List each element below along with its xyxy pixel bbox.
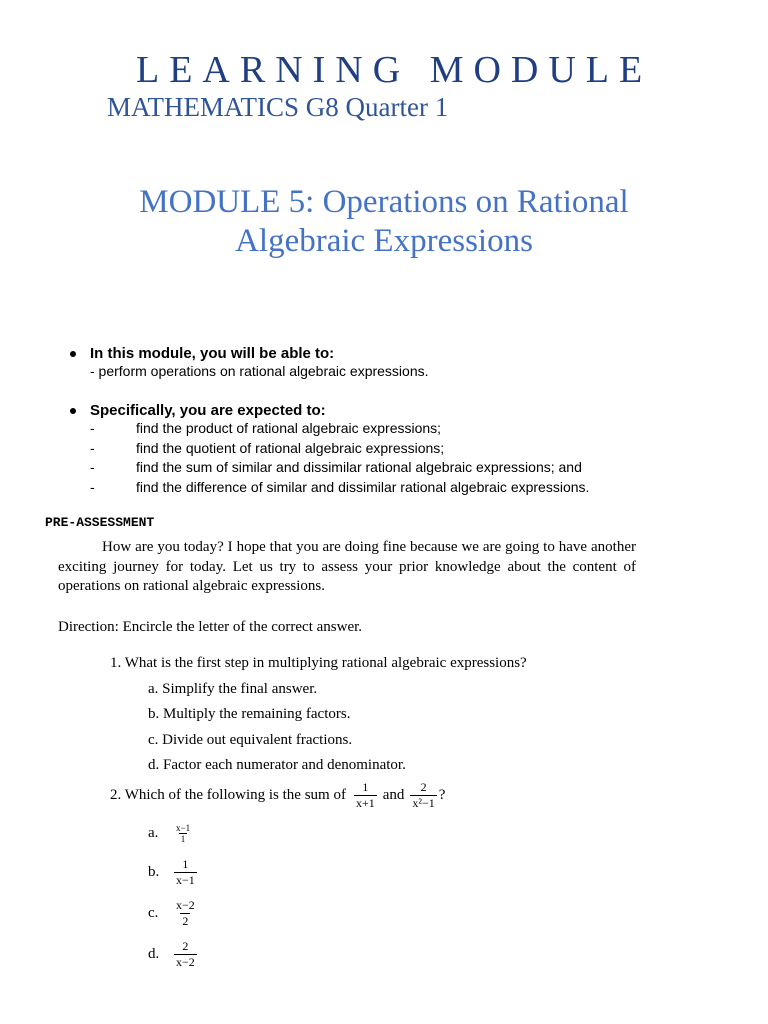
pre-assessment-heading: PRE-ASSESSMENT — [45, 515, 155, 530]
module-heading-line-2: Algebraic Expressions — [235, 223, 533, 259]
question-2-choice-a: a. $\frac{x-1}{1}$ — [148, 823, 191, 844]
question-1-choice-a: a. Simplify the final answer. — [148, 681, 318, 697]
subject-quarter: MATHEMATICS G8 Quarter 1 — [107, 92, 449, 122]
fraction: $\frac{1}{x-1}$ — [176, 857, 195, 887]
question-1-choice-d: d. Factor each numerator and denominator. — [148, 757, 406, 773]
question-1-choice-c: c. Divide out equivalent fractions. — [148, 732, 353, 748]
objectives-intro-heading: In this module, you will be able to: — [70, 345, 429, 362]
question-2: 2. Which of the following is the sum of $\frac{1}{x+1}$ and $\frac{2}{\text{x²−1}}$ ? — [110, 780, 446, 810]
pre-assessment-intro: How are you today? I hope that you are doing fine because we are going to have another exciting journey for today. Let us try to assess your prior knowledge about the content of operations on rational algebraic expressions. — [58, 539, 636, 594]
fraction: $\frac{2}{\text{x²−1}}$ — [412, 780, 435, 810]
objectives-intro — [70, 345, 429, 381]
module-heading-line-1: MODULE 5: Operations on Rational — [139, 184, 629, 220]
fraction: $\frac{x-1}{1}$ — [176, 823, 191, 844]
question-1: 1. What is the first step in multiplying rational algebraic expressions? — [110, 655, 527, 671]
question-2-choice-d: d. $\frac{2}{x-2}$ — [148, 939, 195, 969]
fraction: $\frac{x-2}{2}$ — [176, 898, 195, 928]
fraction: $\frac{1}{x+1}$ — [355, 780, 375, 810]
question-2-choice-c: c. $\frac{x-2}{2}$ — [148, 898, 195, 928]
question-1-choice-b: b. Multiply the remaining factors. — [148, 706, 351, 722]
list-item: - find the quotient of rational algebraic expressions; — [90, 439, 445, 456]
list-item: - find the difference of similar and dissimilar rational algebraic expressions. — [90, 478, 590, 495]
list-item: - find the sum of similar and dissimilar rational algebraic expressions; and — [90, 459, 582, 475]
list-item: - find the product of rational algebraic expressions; — [90, 420, 442, 436]
objectives-intro-item: - perform operations on rational algebraic expressions. — [90, 363, 429, 379]
objectives-specific — [70, 402, 589, 497]
direction-text: Direction: Encircle the letter of the correct answer. — [58, 619, 363, 635]
question-2-choice-b: b. $\frac{1}{x-1}$ — [148, 857, 195, 887]
bullet-icon — [70, 351, 76, 357]
bullet-icon — [70, 408, 76, 414]
objectives-specific-heading: Specifically, you are expected to: — [70, 402, 589, 419]
fraction: $\frac{2}{x-2}$ — [176, 939, 195, 969]
module-title: LEARNING MODULE — [136, 49, 653, 91]
module-heading — [100, 183, 668, 261]
